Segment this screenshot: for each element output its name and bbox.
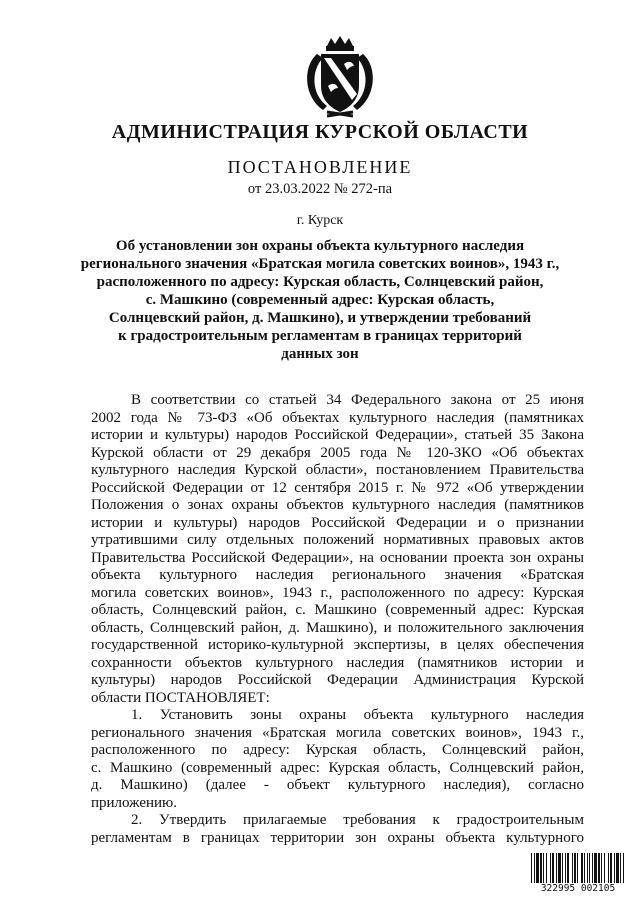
body-line: Правительства Российской Федерации», на основании проекта зон охраны	[91, 549, 584, 566]
body-line: 1. Установить зоны охраны объекта культурного наследия	[131, 707, 584, 723]
title-line: Солнцевский район, д. Машкино), и утверждении требований	[108, 310, 532, 326]
barcode-bar	[546, 853, 547, 883]
body-line: д. Машкино) (далее - объект культурного наследия), согласно	[91, 777, 584, 793]
barcode-bar	[540, 853, 542, 883]
barcode-bar	[584, 853, 585, 883]
barcode-bar	[567, 853, 569, 883]
title-line: к градостроительным регламентам в границах территорий	[118, 328, 522, 344]
title-line: данных зон	[281, 346, 359, 362]
body-line: сохранности объектов культурного наследия (памятников истории и	[91, 654, 584, 671]
barcode-bar	[550, 853, 551, 883]
body-line: область, Солнцевский район, с. Машкино (современный адрес: Курская	[91, 602, 584, 618]
barcode-bar	[594, 853, 597, 883]
body-line: истории и культуры) народов Российской Федерации», статьей 35 Закона	[91, 427, 584, 443]
barcode-bar	[601, 853, 602, 883]
barcode-bar	[592, 853, 593, 883]
kursk-coat-of-arms-icon	[297, 36, 383, 120]
barcode-bar	[598, 853, 600, 883]
body-line: Курской области от 29 декабря 2005 года № 120-ЗКО «Об объектах	[91, 444, 584, 461]
document-city: г. Курск	[296, 213, 344, 228]
barcode-bar	[623, 853, 624, 883]
barcode	[530, 853, 626, 895]
body-line: культурного наследия Курской области», постановлением Правительства	[91, 462, 584, 478]
barcode-icon	[530, 853, 626, 883]
barcode-bar	[552, 853, 554, 883]
document-date-number: от 23.03.2022 № 272-па	[247, 181, 393, 197]
barcode-bar	[608, 853, 609, 883]
body-line: утратившими силу отдельных положений нормативных правовых актов	[91, 532, 584, 548]
title-line: расположенного по адресу: Курская область, Солнцевский район,	[96, 274, 544, 290]
body-line: регионального значения «Братская могила советских воинов», 1943 г.,	[91, 724, 584, 741]
body-line: В соответствии со статьей 34 Федерального закона от 25 июня	[131, 392, 584, 408]
body-line: истории и культуры) народов Российской Федерации и о признании	[91, 514, 584, 531]
body-line: государственной историко-культурной экспертизы, в целях обеспечения	[91, 637, 584, 653]
body-line: Российской Федерации от 12 сентября 2015 г. № 972 «Об утверждении	[91, 479, 584, 496]
body-line: объекта культурного наследия регионального значения «Братская	[91, 567, 584, 583]
title-line: регионального значения «Братская могила советских воинов», 1943 г.,	[80, 256, 560, 272]
barcode-bar	[531, 853, 532, 883]
body-line: культуры) народов Российской Федерации Администрация Курской	[91, 672, 584, 688]
body-line: 2. Утвердить прилагаемые требования к градостроительным	[131, 812, 584, 828]
barcode-bar	[536, 853, 539, 883]
body-line: 2002 года № 73-ФЗ «Об объектах культурного наследия (памятниках	[91, 409, 584, 426]
preamble-paragraph	[91, 392, 584, 707]
document-title	[80, 237, 560, 363]
barcode-bar	[587, 853, 588, 883]
item-1-paragraph	[91, 707, 584, 812]
body-line: расположенного по адресу: Курская область, Солнцевский район,	[91, 742, 584, 758]
barcode-bar	[534, 853, 535, 883]
body-line: могила советских воинов», 1943 г., расположенного по адресу: Курская	[91, 584, 584, 601]
body-line: с. Машкино (современный адрес: Курская область, Солнцевский район,	[91, 759, 584, 776]
barcode-bar	[572, 853, 573, 883]
body-line: приложению.	[91, 794, 178, 811]
body-line: область, Солнцевский район, д. Машкино), и положительного заключения	[91, 619, 584, 636]
barcode-bar	[556, 853, 557, 883]
barcode-bar	[604, 853, 605, 883]
barcode-bar	[589, 853, 590, 883]
title-line: с. Машкино (современный адрес: Курская область,	[145, 292, 495, 308]
barcode-bar	[610, 853, 612, 883]
document-body	[91, 392, 584, 847]
body-line: области ПОСТАНОВЛЯЕТ:	[91, 689, 270, 706]
barcode-bar	[614, 853, 615, 883]
barcode-bar	[562, 853, 563, 883]
barcode-bar	[581, 853, 583, 883]
item-2-paragraph	[91, 812, 584, 847]
barcode-bar	[616, 853, 619, 883]
barcode-bar	[543, 853, 544, 883]
organization-name: АДМИНИСТРАЦИЯ КУРСКОЙ ОБЛАСТИ	[111, 121, 529, 143]
barcode-bar	[565, 853, 566, 883]
barcode-bar	[620, 853, 621, 883]
barcode-bar	[577, 853, 578, 883]
title-line: Об установлении зон охраны объекта культурного наследия	[115, 238, 525, 254]
barcode-bar	[574, 853, 576, 883]
body-line: регламентам в границах территории зон охраны объекта культурного	[91, 829, 584, 846]
barcode-number: 322995 002105	[540, 883, 616, 894]
document-type: ПОСТАНОВЛЕНИЕ	[227, 157, 413, 177]
body-line: Положения о зонах охраны объектов культурного наследия (памятников	[91, 497, 584, 513]
barcode-bar	[558, 853, 561, 883]
